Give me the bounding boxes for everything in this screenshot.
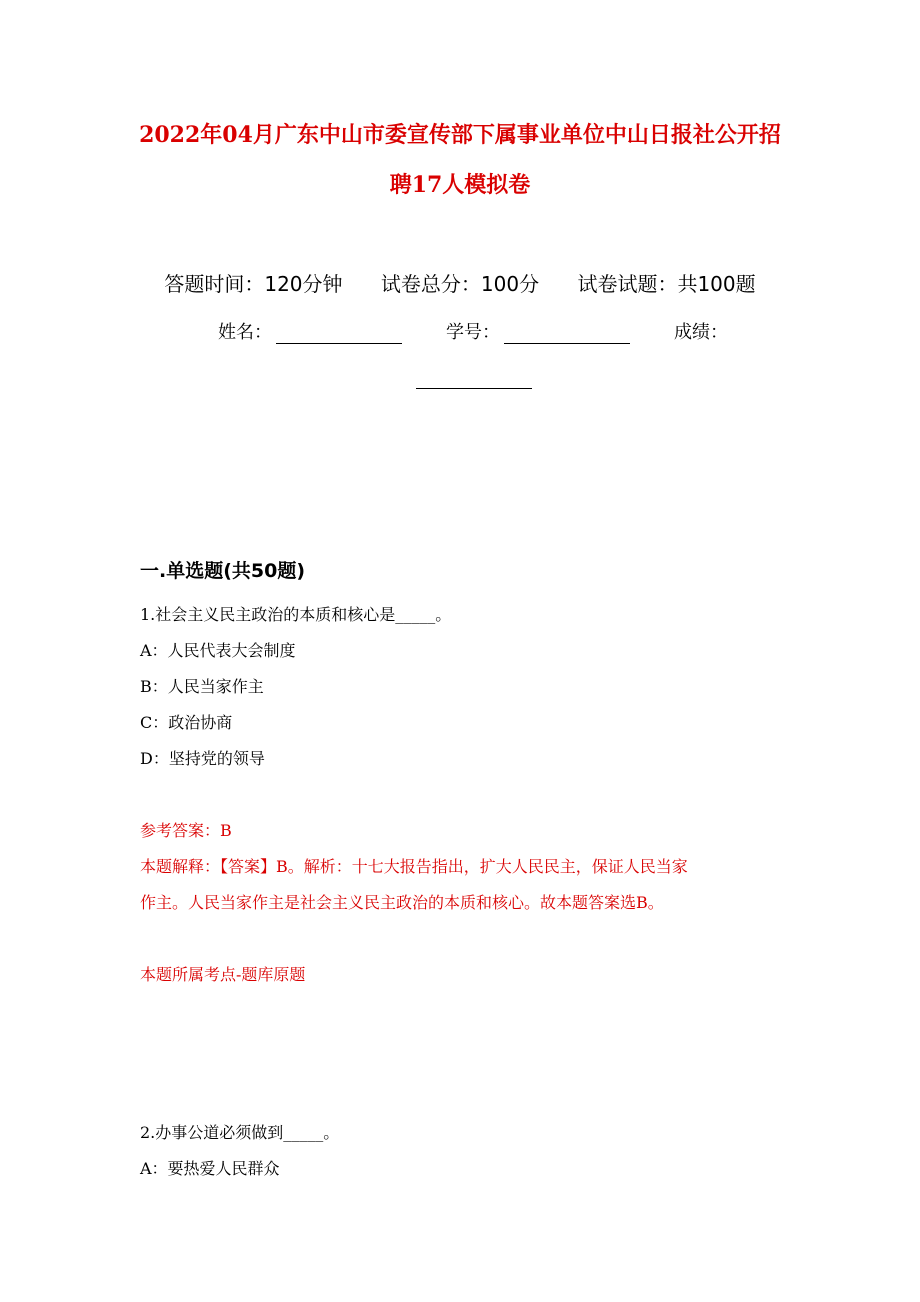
section-title: 一.单选题(共50题) (140, 560, 306, 582)
question-1-option-c: C：政治协商 (140, 713, 233, 732)
name-blank[interactable] (276, 323, 402, 344)
name-label: 姓名： (218, 322, 272, 343)
exam-total-score: 试卷总分：100分 (380, 272, 540, 296)
exam-time: 答题时间：120分钟 (164, 272, 343, 296)
score-blank[interactable] (416, 388, 532, 389)
question-1-explanation-line-2: 作主。人民当家作主是社会主义民主政治的本质和核心。故本题答案选B。 (140, 893, 664, 912)
name-field[interactable] (218, 318, 402, 344)
exam-question-count: 试卷试题：共100题 (577, 272, 756, 296)
question-2-option-a: A：要热爱人民群众 (140, 1159, 280, 1178)
student-id-label: 学号： (446, 322, 500, 343)
question-1-topic: 本题所属考点-题库原题 (140, 965, 306, 984)
question-1-answer: 参考答案：B (140, 821, 232, 840)
exam-title-line-2: 聘17人模拟卷 (389, 172, 531, 198)
question-1-option-d: D：坚持党的领导 (140, 749, 265, 768)
score-field (674, 318, 728, 344)
question-2-stem: 2.办事公道必须做到_____。 (140, 1123, 340, 1142)
exam-info (0, 268, 920, 297)
question-1-explanation-line-1: 本题解释：【答案】B。解析：十七大报告指出，扩大人民民主，保证人民当家 (140, 857, 688, 876)
student-id-field[interactable] (446, 318, 630, 344)
student-id-blank[interactable] (504, 323, 630, 344)
question-1-option-b: B：人民当家作主 (140, 677, 264, 696)
question-1-option-a: A：人民代表大会制度 (140, 641, 296, 660)
exam-title-line-1: 2022年04月广东中山市委宣传部下属事业单位中山日报社公开招 (139, 122, 781, 148)
question-1-stem: 1.社会主义民主政治的本质和核心是_____。 (140, 605, 452, 624)
score-label: 成绩： (674, 322, 728, 343)
